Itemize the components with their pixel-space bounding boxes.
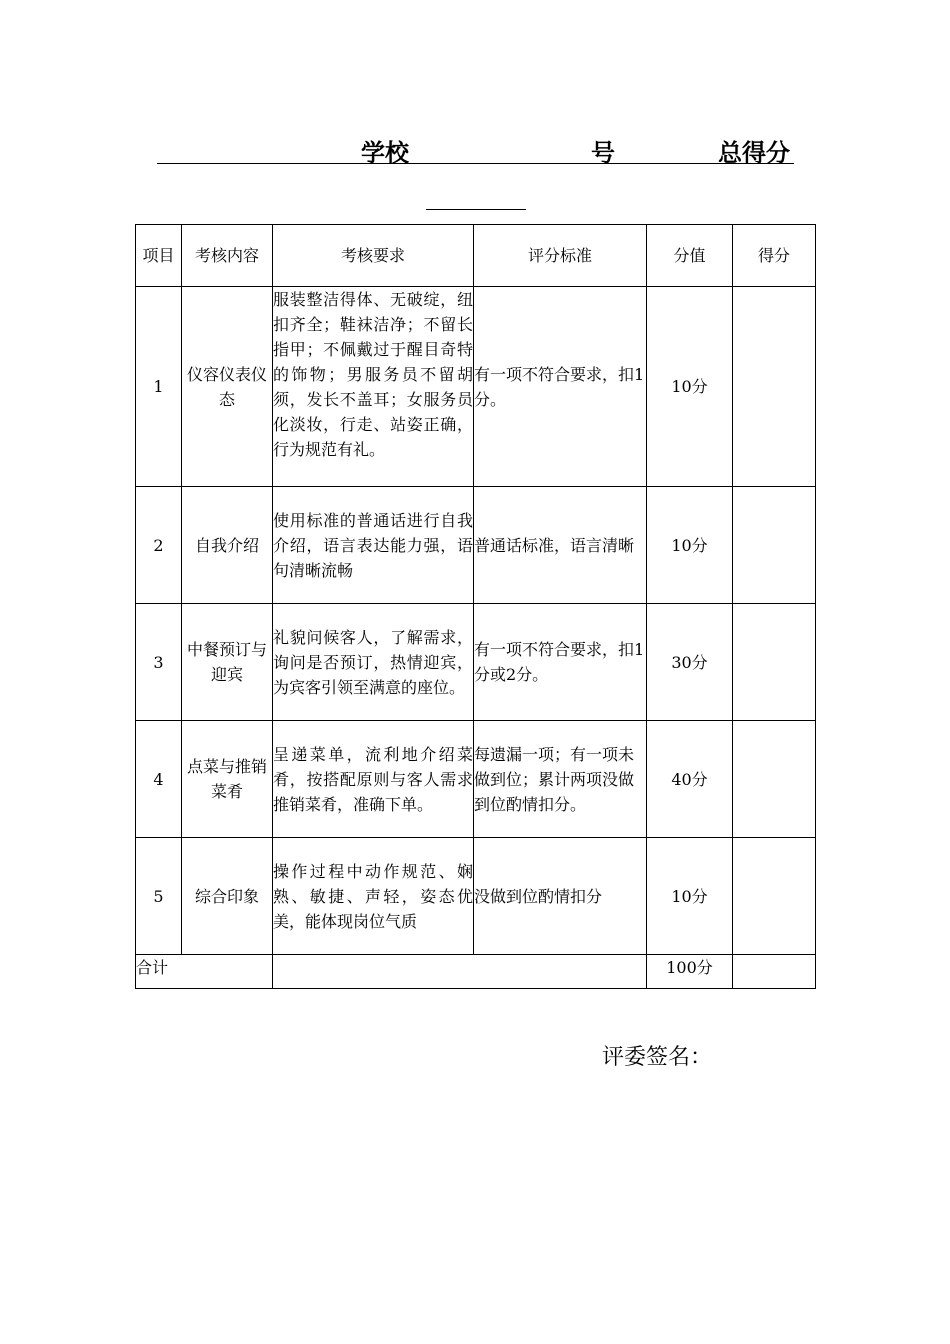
- col-header-requirement: 考核要求: [273, 225, 474, 287]
- table-header-row: [136, 225, 816, 287]
- total-score-cell[interactable]: [733, 955, 816, 989]
- row-standard: 每遗漏一项；有一项未做到位；累计两项没做到位酌情扣分。: [474, 721, 647, 838]
- col-header-standard: 评分标准: [474, 225, 647, 287]
- header-line: [157, 133, 794, 167]
- row-requirement: 服装整洁得体、无破绽，纽扣齐全；鞋袜洁净；不留长指甲；不佩戴过于醒目奇特的饰物；男服务员不留胡须，发长不盖耳；女服务员化淡妆，行走、站姿正确，行为规范有礼。: [273, 287, 474, 487]
- school-label: 学校: [361, 139, 409, 167]
- row-standard: 有一项不符合要求，扣1分。: [474, 287, 647, 487]
- row-score-cell[interactable]: [733, 604, 816, 721]
- table-row: [136, 287, 816, 487]
- table-row: [136, 487, 816, 604]
- signature-label: 评委签名：: [602, 1045, 713, 1070]
- row-number: 5: [136, 838, 182, 955]
- table-row: [136, 838, 816, 955]
- row-value: 10分: [647, 487, 733, 604]
- row-number: 3: [136, 604, 182, 721]
- row-standard: 普通话标准，语言清晰: [474, 487, 647, 604]
- row-value: 10分: [647, 838, 733, 955]
- row-number: 4: [136, 721, 182, 838]
- row-score-cell[interactable]: [733, 838, 816, 955]
- total-blank: [273, 955, 647, 989]
- score-table: [135, 224, 816, 989]
- table-row: [136, 721, 816, 838]
- col-header-value: 分值: [647, 225, 733, 287]
- row-standard: 没做到位酌情扣分: [474, 838, 647, 955]
- total-score-label: 总得分: [718, 139, 790, 167]
- row-score-cell[interactable]: [733, 487, 816, 604]
- row-value: 30分: [647, 604, 733, 721]
- table-row: [136, 604, 816, 721]
- col-header-item: 考核内容: [182, 225, 273, 287]
- row-value: 40分: [647, 721, 733, 838]
- row-item: 自我介绍: [182, 487, 273, 604]
- total-label: 合计: [136, 955, 273, 989]
- row-item: 仪容仪表仪态: [182, 287, 273, 487]
- row-number: 2: [136, 487, 182, 604]
- row-requirement: 呈递菜单，流利地介绍菜肴，按搭配原则与客人需求推销菜肴，准确下单。: [273, 721, 474, 838]
- row-requirement: 操作过程中动作规范、娴熟、敏捷、声轻，姿态优美，能体现岗位气质: [273, 838, 474, 955]
- row-item: 中餐预订与迎宾: [182, 604, 273, 721]
- row-requirement: 使用标准的普通话进行自我介绍，语言表达能力强，语句清晰流畅: [273, 487, 474, 604]
- total-score-blank: [426, 209, 526, 210]
- row-value: 10分: [647, 287, 733, 487]
- row-requirement: 礼貌问候客人，了解需求，询问是否预订，热情迎宾，为宾客引领至满意的座位。: [273, 604, 474, 721]
- total-row: [136, 955, 816, 989]
- col-header-no: 项目: [136, 225, 182, 287]
- row-score-cell[interactable]: [733, 721, 816, 838]
- col-header-score: 得分: [733, 225, 816, 287]
- row-standard: 有一项不符合要求，扣1分或2分。: [474, 604, 647, 721]
- row-item: 点菜与推销菜肴: [182, 721, 273, 838]
- number-label: 号: [591, 139, 615, 167]
- total-value: 100分: [647, 955, 733, 989]
- row-item: 综合印象: [182, 838, 273, 955]
- row-number: 1: [136, 287, 182, 487]
- row-score-cell[interactable]: [733, 287, 816, 487]
